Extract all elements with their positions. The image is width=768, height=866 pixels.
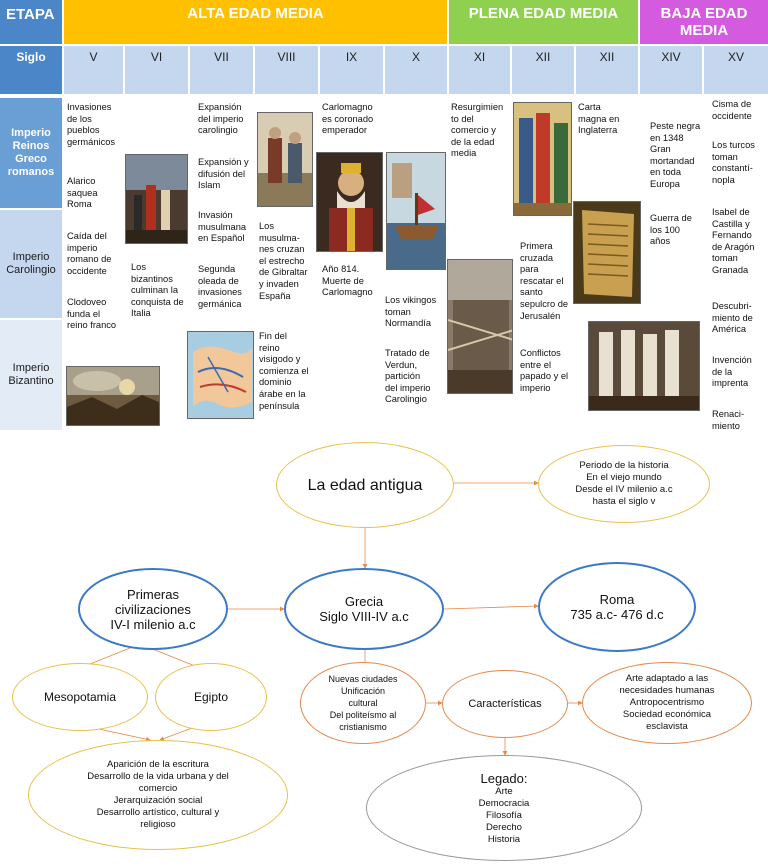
century-xiv: XIV xyxy=(640,46,702,94)
row-label-imperio-carolingio: Imperio Carolingio xyxy=(0,210,62,318)
node-legado-items: Arte Democracia Filosofía Derecho Historia xyxy=(478,785,530,845)
node-nuevas-text: Nuevas ciudades Unificación cultural Del politeísmo al cristianismo xyxy=(328,674,398,732)
event-invencion-imprenta: Invención de la imprenta xyxy=(712,355,752,389)
event-turcos-constantinopla: Los turcos toman constantí- nopla xyxy=(712,140,755,185)
event-descubrimiento-america: Descubri- miento de América xyxy=(712,301,753,335)
node-edad-antigua xyxy=(276,442,454,528)
event-fin-visigodo: Fin del reino visigodo y comienza el dominio árabe en la península xyxy=(259,331,309,411)
header-etapa: ETAPA xyxy=(0,0,62,44)
event-peste-negra: Peste negra en 1348 Gran mortandad en toda Europa xyxy=(650,121,701,189)
node-aparicion-text: Aparición de la escritura Desarrollo de la vida urbana y del comercio Jerarquización social Desarrollo artístico, cultural y religioso xyxy=(87,759,229,830)
event-primera-cruzada: Primera cruzada para rescatar el santo sepulcro de Jerusalén xyxy=(520,241,569,321)
event-clodoveo: Clodoveo funda el reino franco xyxy=(67,297,117,331)
century-xii: XII xyxy=(512,46,574,94)
event-vikingos-normandia: Los vikingos toman Normandía xyxy=(385,295,437,329)
century-vi: VI xyxy=(125,46,188,94)
century-xv: XV xyxy=(704,46,768,94)
node-grecia xyxy=(284,568,444,650)
event-carlomagno-coronado: Carlomagno es coronado emperador xyxy=(322,102,374,136)
node-periodo-text: Periodo de la historia En el viejo mundo Desde el IV milenio a.c hasta el siglo v xyxy=(575,460,673,507)
row-label-imperio-bizantino: Imperio Bizantino xyxy=(0,320,62,430)
node-mesopotamia-label: Mesopotamia xyxy=(43,689,117,704)
century-x: X xyxy=(385,46,447,94)
event-alarico: Alarico saquea Roma xyxy=(67,176,98,210)
century-v: V xyxy=(64,46,123,94)
event-segunda-oleada: Segunda oleada de invasiones germánica xyxy=(198,264,242,309)
node-primeras-civilizaciones xyxy=(78,568,228,650)
node-edad-antigua-label: La edad antigua xyxy=(307,476,423,494)
event-cisma-occidente: Cisma de occidente xyxy=(712,99,752,121)
event-expansion-islam: Expansión y difusión del Islam xyxy=(198,157,249,191)
header-alta-edad-media: ALTA EDAD MEDIA xyxy=(64,0,447,44)
event-carta-magna: Carta magna en Inglaterra xyxy=(578,102,620,136)
event-expansion-carolingio: Expansión del imperio carolingio xyxy=(198,102,244,136)
node-egipto xyxy=(155,663,267,731)
node-arte-text: Arte adaptado a las necesidades humanas Antropocentrismo Sociedad económica esclavista xyxy=(619,673,715,732)
node-primeras-label: Primeras civilizaciones IV-I milenio a.c xyxy=(110,586,196,632)
event-conflictos-papado: Conflictos entre el papado y el imperio xyxy=(520,348,569,393)
event-tratado-verdun: Tratado de Verdun, partición del imperio Carolingio xyxy=(385,348,431,405)
event-resurgimiento-comercio: Resurgimien to del comercio y de la edad media xyxy=(451,102,504,159)
event-caida-imperio: Caída del imperio romano de occidente xyxy=(67,231,112,276)
node-periodo xyxy=(538,445,710,523)
header-plena-edad-media: PLENA EDAD MEDIA xyxy=(449,0,638,44)
header-baja-edad-media: BAJA EDAD MEDIA xyxy=(640,0,768,44)
node-roma xyxy=(538,562,696,652)
siglo-label: Siglo xyxy=(0,46,62,94)
event-isabel-fernando: Isabel de Castilla y Fernando de Aragón toman Granada xyxy=(712,207,755,275)
node-legado xyxy=(366,755,642,861)
node-aparicion-escritura xyxy=(28,740,288,850)
node-caracteristicas-label: Características xyxy=(468,697,542,710)
century-xi: XI xyxy=(449,46,510,94)
century-vii: VII xyxy=(190,46,253,94)
node-arte-adaptado xyxy=(582,662,752,744)
event-bizantinos-italia: Los bizantinos culminan la conquista de Italia xyxy=(131,262,184,319)
node-caracteristicas xyxy=(442,670,568,738)
node-nuevas-ciudades xyxy=(300,662,426,744)
node-grecia-label: Grecia Siglo VIII-IV a.c xyxy=(319,594,409,624)
century-viii: VIII xyxy=(255,46,318,94)
event-musulmanes-gibraltar: Los musulma- nes cruzan el estrecho de Gibraltar y invaden España xyxy=(259,221,308,301)
node-egipto-label: Egipto xyxy=(193,689,229,704)
event-invasion-musulmana: Invasión musulmana en Español xyxy=(198,210,247,244)
century-ix: IX xyxy=(320,46,383,94)
event-invasiones-germanicos: Invasiones de los pueblos germánicos xyxy=(67,102,116,147)
row-label-imperio-reinos: Imperio Reinos Greco romanos xyxy=(0,98,62,208)
event-guerra-100: Guerra de los 100 años xyxy=(650,213,692,247)
node-roma-label: Roma 735 a.c- 476 d.c xyxy=(570,592,664,622)
century-xii-b: XII xyxy=(576,46,638,94)
event-renacimiento: Renaci- miento xyxy=(712,409,745,431)
node-legado-title: Legado: xyxy=(480,770,528,786)
event-muerte-carlomagno: Año 814. Muerte de Carlomagno xyxy=(322,264,373,298)
node-mesopotamia xyxy=(12,663,148,731)
